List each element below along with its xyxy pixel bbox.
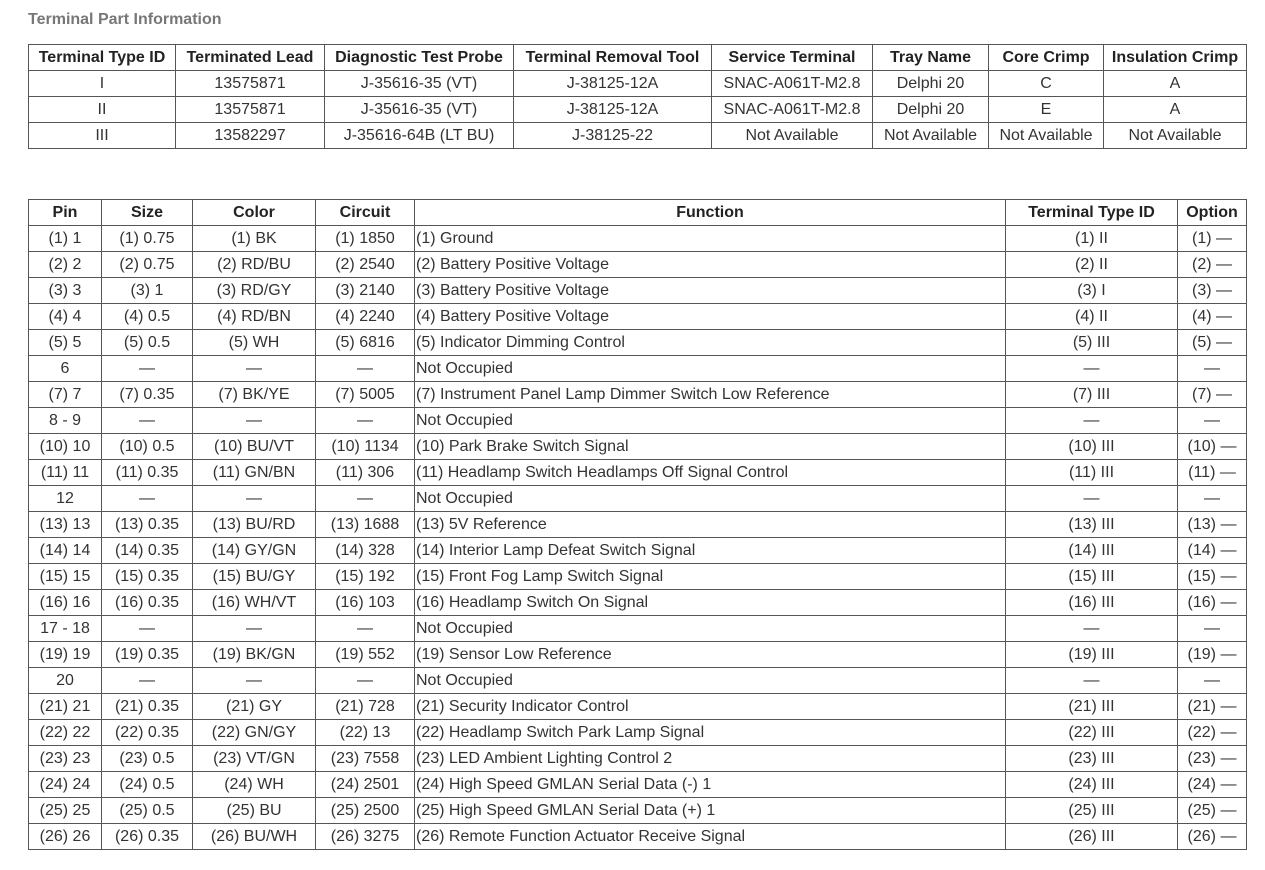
cell-color: —	[193, 616, 316, 642]
cell-terminal-type-id: (10) III	[1006, 434, 1178, 460]
cell-option: —	[1178, 408, 1247, 434]
cell-color: (16) WH/VT	[193, 590, 316, 616]
cell-pin: 20	[29, 668, 102, 694]
cell-size: (16) 0.35	[102, 590, 193, 616]
cell-pin: (26) 26	[29, 824, 102, 850]
cell-terminal-type-id: (26) III	[1006, 824, 1178, 850]
cell-circuit: (7) 5005	[316, 382, 415, 408]
cell-function: Not Occupied	[415, 356, 1006, 382]
table-row	[29, 564, 1247, 590]
column-header-size: Size	[102, 200, 193, 226]
cell-pin: (24) 24	[29, 772, 102, 798]
table-row	[29, 356, 1247, 382]
cell-circuit: (21) 728	[316, 694, 415, 720]
cell-tray-name: Delphi 20	[873, 71, 989, 97]
cell-terminated-lead: 13575871	[176, 71, 325, 97]
table-row	[29, 226, 1247, 252]
column-header-function: Function	[415, 200, 1006, 226]
cell-option: (22) —	[1178, 720, 1247, 746]
cell-option: —	[1178, 486, 1247, 512]
cell-color: (23) VT/GN	[193, 746, 316, 772]
cell-function: (14) Interior Lamp Defeat Switch Signal	[415, 538, 1006, 564]
table-row	[29, 720, 1247, 746]
cell-option: (25) —	[1178, 798, 1247, 824]
cell-function: (7) Instrument Panel Lamp Dimmer Switch Low Reference	[415, 382, 1006, 408]
cell-pin: (14) 14	[29, 538, 102, 564]
cell-insulation-crimp: A	[1104, 97, 1247, 123]
column-header-terminated-lead: Terminated Lead	[176, 45, 325, 71]
cell-option: (14) —	[1178, 538, 1247, 564]
cell-terminal-removal-tool: J-38125-12A	[514, 71, 712, 97]
cell-size: (3) 1	[102, 278, 193, 304]
cell-size: (1) 0.75	[102, 226, 193, 252]
cell-function: (24) High Speed GMLAN Serial Data (-) 1	[415, 772, 1006, 798]
cell-function: (25) High Speed GMLAN Serial Data (+) 1	[415, 798, 1006, 824]
cell-option: (4) —	[1178, 304, 1247, 330]
cell-terminal-type-id: (5) III	[1006, 330, 1178, 356]
cell-service-terminal: SNAC-A061T-M2.8	[712, 97, 873, 123]
cell-circuit: —	[316, 356, 415, 382]
cell-terminal-type-id: —	[1006, 356, 1178, 382]
cell-size: (7) 0.35	[102, 382, 193, 408]
cell-color: —	[193, 356, 316, 382]
cell-color: (22) GN/GY	[193, 720, 316, 746]
cell-terminal-type-id: II	[29, 97, 176, 123]
table-row	[29, 538, 1247, 564]
cell-size: —	[102, 616, 193, 642]
column-header-circuit: Circuit	[316, 200, 415, 226]
page-title: Terminal Part Information	[28, 11, 222, 28]
cell-pin: 17 - 18	[29, 616, 102, 642]
cell-insulation-crimp: Not Available	[1104, 123, 1247, 149]
cell-service-terminal: Not Available	[712, 123, 873, 149]
cell-circuit: (26) 3275	[316, 824, 415, 850]
table-row	[29, 460, 1247, 486]
cell-option: (16) —	[1178, 590, 1247, 616]
cell-pin: (23) 23	[29, 746, 102, 772]
cell-terminal-type-id: (4) II	[1006, 304, 1178, 330]
cell-terminated-lead: 13575871	[176, 97, 325, 123]
cell-function: (4) Battery Positive Voltage	[415, 304, 1006, 330]
cell-terminal-type-id: —	[1006, 668, 1178, 694]
table-row	[29, 824, 1247, 850]
cell-size: —	[102, 356, 193, 382]
cell-size: (13) 0.35	[102, 512, 193, 538]
cell-color: —	[193, 408, 316, 434]
cell-pin: (10) 10	[29, 434, 102, 460]
cell-option: (2) —	[1178, 252, 1247, 278]
pin-table	[28, 199, 1247, 850]
table-row	[29, 694, 1247, 720]
cell-option: (11) —	[1178, 460, 1247, 486]
cell-color: (2) RD/BU	[193, 252, 316, 278]
cell-color: (14) GY/GN	[193, 538, 316, 564]
cell-pin: (1) 1	[29, 226, 102, 252]
column-header-service-terminal: Service Terminal	[712, 45, 873, 71]
cell-pin: (19) 19	[29, 642, 102, 668]
cell-terminal-type-id: (3) I	[1006, 278, 1178, 304]
cell-size: (25) 0.5	[102, 798, 193, 824]
cell-function: Not Occupied	[415, 408, 1006, 434]
cell-size: (15) 0.35	[102, 564, 193, 590]
table-row	[29, 512, 1247, 538]
cell-size: (14) 0.35	[102, 538, 193, 564]
cell-pin: 12	[29, 486, 102, 512]
cell-size: (21) 0.35	[102, 694, 193, 720]
cell-color: —	[193, 486, 316, 512]
column-header-terminal-type-id: Terminal Type ID	[29, 45, 176, 71]
cell-circuit: —	[316, 486, 415, 512]
cell-service-terminal: SNAC-A061T-M2.8	[712, 71, 873, 97]
cell-circuit: (4) 2240	[316, 304, 415, 330]
cell-terminal-type-id: —	[1006, 486, 1178, 512]
cell-circuit: (16) 103	[316, 590, 415, 616]
cell-size: (5) 0.5	[102, 330, 193, 356]
cell-option: —	[1178, 616, 1247, 642]
cell-pin: (15) 15	[29, 564, 102, 590]
cell-circuit: (1) 1850	[316, 226, 415, 252]
cell-function: (15) Front Fog Lamp Switch Signal	[415, 564, 1006, 590]
cell-function: (3) Battery Positive Voltage	[415, 278, 1006, 304]
cell-color: (7) BK/YE	[193, 382, 316, 408]
cell-pin: (22) 22	[29, 720, 102, 746]
cell-terminal-type-id: III	[29, 123, 176, 149]
cell-circuit: (5) 6816	[316, 330, 415, 356]
cell-function: (16) Headlamp Switch On Signal	[415, 590, 1006, 616]
column-header-terminal-type-id: Terminal Type ID	[1006, 200, 1178, 226]
cell-size: (11) 0.35	[102, 460, 193, 486]
cell-function: Not Occupied	[415, 486, 1006, 512]
cell-color: —	[193, 668, 316, 694]
cell-circuit: (24) 2501	[316, 772, 415, 798]
cell-option: (15) —	[1178, 564, 1247, 590]
cell-function: (23) LED Ambient Lighting Control 2	[415, 746, 1006, 772]
cell-diagnostic-test-probe: J-35616-35 (VT)	[325, 97, 514, 123]
cell-terminal-type-id: (2) II	[1006, 252, 1178, 278]
cell-core-crimp: Not Available	[989, 123, 1104, 149]
cell-pin: (7) 7	[29, 382, 102, 408]
cell-option: (23) —	[1178, 746, 1247, 772]
column-header-terminal-removal-tool: Terminal Removal Tool	[514, 45, 712, 71]
cell-terminal-type-id: I	[29, 71, 176, 97]
cell-terminal-type-id: —	[1006, 616, 1178, 642]
cell-option: (5) —	[1178, 330, 1247, 356]
cell-function: Not Occupied	[415, 616, 1006, 642]
cell-core-crimp: C	[989, 71, 1104, 97]
cell-circuit: (10) 1134	[316, 434, 415, 460]
cell-circuit: (15) 192	[316, 564, 415, 590]
cell-terminal-type-id: (21) III	[1006, 694, 1178, 720]
table-row	[29, 278, 1247, 304]
table-row	[29, 382, 1247, 408]
table-row	[29, 668, 1247, 694]
cell-size: (10) 0.5	[102, 434, 193, 460]
cell-circuit: (14) 328	[316, 538, 415, 564]
cell-diagnostic-test-probe: J-35616-35 (VT)	[325, 71, 514, 97]
cell-circuit: (2) 2540	[316, 252, 415, 278]
cell-function: (19) Sensor Low Reference	[415, 642, 1006, 668]
cell-circuit: (25) 2500	[316, 798, 415, 824]
table-row	[29, 330, 1247, 356]
cell-terminal-type-id: (14) III	[1006, 538, 1178, 564]
cell-option: —	[1178, 356, 1247, 382]
cell-color: (24) WH	[193, 772, 316, 798]
cell-terminal-removal-tool: J-38125-22	[514, 123, 712, 149]
cell-insulation-crimp: A	[1104, 71, 1247, 97]
cell-size: (26) 0.35	[102, 824, 193, 850]
cell-color: (1) BK	[193, 226, 316, 252]
cell-option: —	[1178, 668, 1247, 694]
cell-color: (26) BU/WH	[193, 824, 316, 850]
cell-option: (10) —	[1178, 434, 1247, 460]
cell-circuit: (3) 2140	[316, 278, 415, 304]
cell-terminal-type-id: (7) III	[1006, 382, 1178, 408]
cell-color: (5) WH	[193, 330, 316, 356]
cell-pin: (21) 21	[29, 694, 102, 720]
cell-function: (1) Ground	[415, 226, 1006, 252]
cell-pin: (4) 4	[29, 304, 102, 330]
cell-circuit: (11) 306	[316, 460, 415, 486]
cell-core-crimp: E	[989, 97, 1104, 123]
cell-pin: (16) 16	[29, 590, 102, 616]
table-row	[29, 97, 1247, 123]
column-header-pin: Pin	[29, 200, 102, 226]
table-row	[29, 616, 1247, 642]
cell-size: (23) 0.5	[102, 746, 193, 772]
column-header-option: Option	[1178, 200, 1247, 226]
cell-option: (21) —	[1178, 694, 1247, 720]
cell-pin: (2) 2	[29, 252, 102, 278]
cell-option: (26) —	[1178, 824, 1247, 850]
terminal-table-body	[29, 71, 1247, 149]
cell-option: (1) —	[1178, 226, 1247, 252]
cell-option: (13) —	[1178, 512, 1247, 538]
table-row	[29, 642, 1247, 668]
cell-terminal-type-id: (15) III	[1006, 564, 1178, 590]
column-header-core-crimp: Core Crimp	[989, 45, 1104, 71]
cell-color: (11) GN/BN	[193, 460, 316, 486]
column-header-tray-name: Tray Name	[873, 45, 989, 71]
cell-color: (25) BU	[193, 798, 316, 824]
cell-color: (10) BU/VT	[193, 434, 316, 460]
cell-circuit: (22) 13	[316, 720, 415, 746]
cell-option: (24) —	[1178, 772, 1247, 798]
table-row	[29, 590, 1247, 616]
cell-size: (24) 0.5	[102, 772, 193, 798]
cell-size: (2) 0.75	[102, 252, 193, 278]
cell-terminated-lead: 13582297	[176, 123, 325, 149]
cell-function: (26) Remote Function Actuator Receive Signal	[415, 824, 1006, 850]
cell-size: (4) 0.5	[102, 304, 193, 330]
cell-terminal-type-id: (25) III	[1006, 798, 1178, 824]
cell-circuit: (19) 552	[316, 642, 415, 668]
cell-color: (13) BU/RD	[193, 512, 316, 538]
cell-terminal-type-id: (1) II	[1006, 226, 1178, 252]
cell-terminal-type-id: (23) III	[1006, 746, 1178, 772]
table-row	[29, 486, 1247, 512]
cell-pin: (11) 11	[29, 460, 102, 486]
cell-size: —	[102, 668, 193, 694]
cell-pin: (5) 5	[29, 330, 102, 356]
cell-tray-name: Not Available	[873, 123, 989, 149]
table-row	[29, 408, 1247, 434]
cell-pin: (25) 25	[29, 798, 102, 824]
pin-table-body	[29, 226, 1247, 850]
cell-function: (22) Headlamp Switch Park Lamp Signal	[415, 720, 1006, 746]
terminal-header-row	[29, 45, 1247, 71]
cell-tray-name: Delphi 20	[873, 97, 989, 123]
cell-color: (15) BU/GY	[193, 564, 316, 590]
cell-size: —	[102, 408, 193, 434]
cell-pin: (13) 13	[29, 512, 102, 538]
cell-circuit: —	[316, 668, 415, 694]
cell-pin: (3) 3	[29, 278, 102, 304]
table-row	[29, 252, 1247, 278]
cell-color: (21) GY	[193, 694, 316, 720]
cell-terminal-type-id: (11) III	[1006, 460, 1178, 486]
cell-function: (11) Headlamp Switch Headlamps Off Signal Control	[415, 460, 1006, 486]
cell-circuit: (13) 1688	[316, 512, 415, 538]
pin-header-row	[29, 200, 1247, 226]
cell-size: —	[102, 486, 193, 512]
table-row	[29, 434, 1247, 460]
cell-option: (7) —	[1178, 382, 1247, 408]
cell-terminal-type-id: (22) III	[1006, 720, 1178, 746]
cell-terminal-type-id: (19) III	[1006, 642, 1178, 668]
cell-terminal-type-id: (24) III	[1006, 772, 1178, 798]
cell-pin: 8 - 9	[29, 408, 102, 434]
cell-option: (3) —	[1178, 278, 1247, 304]
column-header-color: Color	[193, 200, 316, 226]
cell-terminal-removal-tool: J-38125-12A	[514, 97, 712, 123]
table-row	[29, 746, 1247, 772]
cell-circuit: (23) 7558	[316, 746, 415, 772]
cell-color: (19) BK/GN	[193, 642, 316, 668]
table-row	[29, 304, 1247, 330]
cell-size: (19) 0.35	[102, 642, 193, 668]
cell-circuit: —	[316, 408, 415, 434]
cell-color: (3) RD/GY	[193, 278, 316, 304]
cell-pin: 6	[29, 356, 102, 382]
cell-circuit: —	[316, 616, 415, 642]
table-row	[29, 798, 1247, 824]
cell-function: (21) Security Indicator Control	[415, 694, 1006, 720]
cell-color: (4) RD/BN	[193, 304, 316, 330]
cell-terminal-type-id: —	[1006, 408, 1178, 434]
terminal-part-table	[28, 44, 1247, 149]
cell-option: (19) —	[1178, 642, 1247, 668]
table-row	[29, 772, 1247, 798]
table-row	[29, 123, 1247, 149]
cell-function: (5) Indicator Dimming Control	[415, 330, 1006, 356]
column-header-insulation-crimp: Insulation Crimp	[1104, 45, 1247, 71]
cell-diagnostic-test-probe: J-35616-64B (LT BU)	[325, 123, 514, 149]
cell-function: (2) Battery Positive Voltage	[415, 252, 1006, 278]
cell-size: (22) 0.35	[102, 720, 193, 746]
cell-function: (13) 5V Reference	[415, 512, 1006, 538]
cell-function: Not Occupied	[415, 668, 1006, 694]
table-row	[29, 71, 1247, 97]
column-header-diagnostic-test-probe: Diagnostic Test Probe	[325, 45, 514, 71]
cell-terminal-type-id: (16) III	[1006, 590, 1178, 616]
cell-function: (10) Park Brake Switch Signal	[415, 434, 1006, 460]
cell-terminal-type-id: (13) III	[1006, 512, 1178, 538]
